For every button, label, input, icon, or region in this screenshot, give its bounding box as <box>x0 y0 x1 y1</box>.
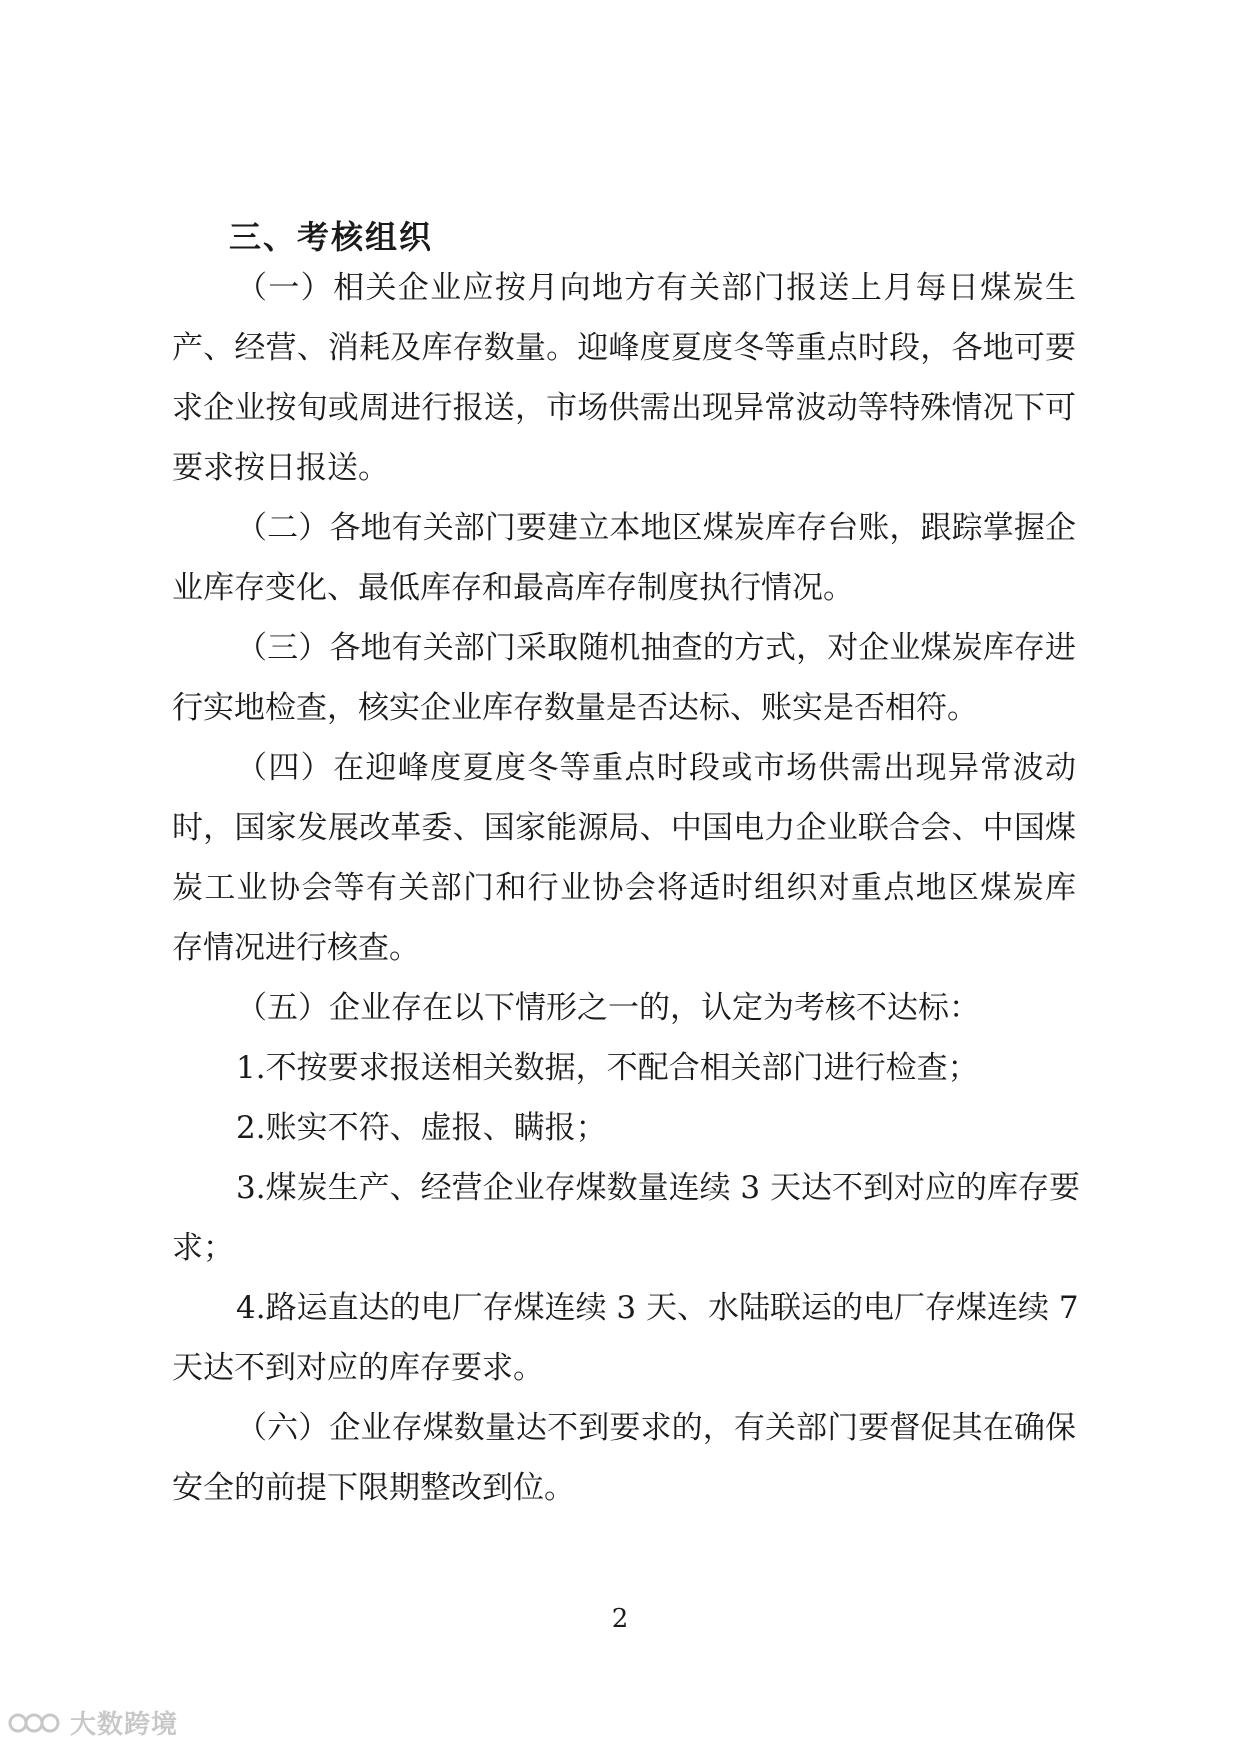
paragraph-line: （一）相关企业应按月向地方有关部门报送上月每日煤炭生 <box>236 270 1076 306</box>
paragraph-line: 业库存变化、最低库存和最高库存制度执行情况。 <box>172 570 854 606</box>
paragraph-line: 要求按日报送。 <box>172 450 389 486</box>
list-item: 2.账实不符、虚报、瞒报； <box>236 1110 607 1146</box>
paragraph-line: 安全的前提下限期整改到位。 <box>172 1470 575 1506</box>
list-item-continuation: 求； <box>172 1230 234 1266</box>
paragraph-line: 求企业按旬或周进行报送，市场供需出现异常波动等特殊情况下可 <box>172 390 1076 426</box>
watermark-logo-icon <box>8 1708 64 1738</box>
paragraph-line: （五）企业存在以下情形之一的，认定为考核不达标： <box>236 990 980 1026</box>
paragraph-line: 存情况进行核查。 <box>172 930 420 966</box>
watermark-text: 大数跨境 <box>70 1710 179 1740</box>
list-item: 1.不按要求报送相关数据，不配合相关部门进行检查； <box>236 1050 979 1086</box>
paragraph-line: （六）企业存煤数量达不到要求的，有关部门要督促其在确保 <box>236 1410 1076 1446</box>
list-item-continuation: 天达不到对应的库存要求。 <box>172 1350 544 1386</box>
list-item: 4.路运直达的电厂存煤连续 3 天、水陆联运的电厂存煤连续 7 <box>236 1290 1079 1326</box>
paragraph-line: （二）各地有关部门要建立本地区煤炭库存台账，跟踪掌握企 <box>236 510 1076 546</box>
watermark <box>8 1704 178 1741</box>
section-heading: 三、考核组织 <box>229 218 434 256</box>
paragraph-line: 时，国家发展改革委、国家能源局、中国电力企业联合会、中国煤 <box>172 810 1076 846</box>
paragraph-line: 炭工业协会等有关部门和行业协会将适时组织对重点地区煤炭库 <box>172 870 1076 906</box>
page-number: 2 <box>611 1604 629 1634</box>
paragraph-line: 产、经营、消耗及库存数量。迎峰度夏度冬等重点时段，各地可要 <box>172 330 1076 366</box>
paragraph-line: 行实地检查，核实企业库存数量是否达标、账实是否相符。 <box>172 690 978 726</box>
paragraph-line: （三）各地有关部门采取随机抽查的方式，对企业煤炭库存进 <box>236 630 1076 666</box>
list-item: 3.煤炭生产、经营企业存煤数量连续 3 天达不到对应的库存要 <box>236 1170 1081 1206</box>
paragraph-line: （四）在迎峰度夏度冬等重点时段或市场供需出现异常波动 <box>236 750 1076 786</box>
